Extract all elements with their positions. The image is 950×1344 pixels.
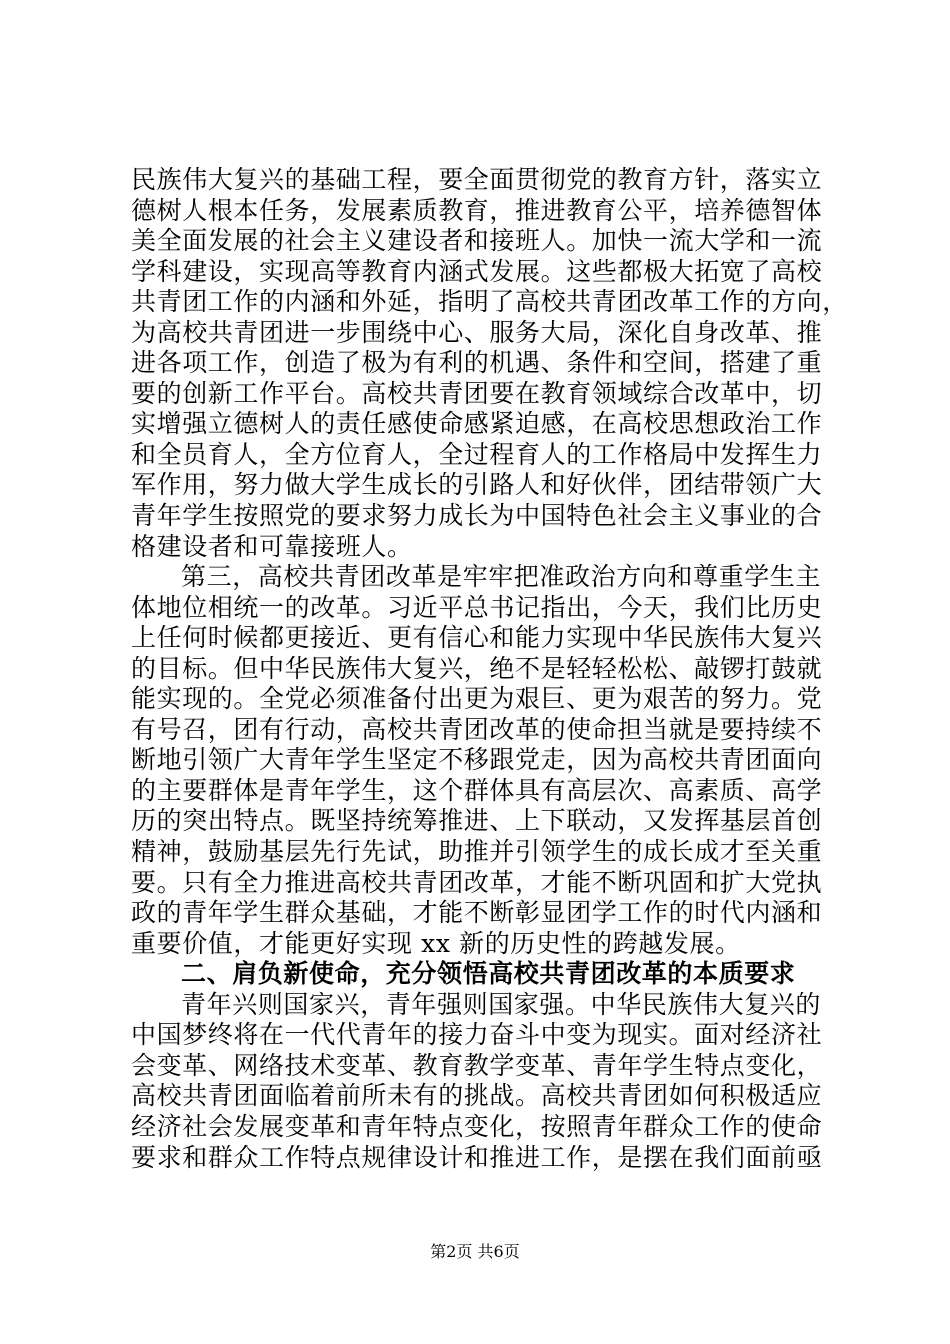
- text-line: 共青团工作的内涵和外延，指明了高校共青团改革工作的方向，: [131, 287, 848, 317]
- text-line: 断地引领广大青年学生坚定不移跟党走，因为高校共青团面向: [131, 745, 823, 775]
- text-line: 的目标。但中华民族伟大复兴，绝不是轻轻松松、敲锣打鼓就: [131, 653, 823, 683]
- text-line: 政的青年学生群众基础，才能不断彰显团学工作的时代内涵和: [131, 898, 823, 928]
- paragraph-start-line: 青年兴则国家兴，青年强则国家强。中华民族伟大复兴的: [181, 989, 822, 1019]
- paragraph-start-line: 第三，高校共青团改革是牢牢把准政治方向和尊重学生主: [181, 562, 822, 592]
- text-line: 青年学生按照党的要求努力成长为中国特色社会主义事业的合: [131, 501, 823, 531]
- text-line: 为高校共青团进一步围绕中心、服务大局，深化自身改革、推: [131, 317, 823, 347]
- text-line: 德树人根本任务，发展素质教育，推进教育公平，培养德智体: [131, 195, 823, 225]
- text-line: 军作用，努力做大学生成长的引路人和好伙伴，团结带领广大: [131, 470, 823, 500]
- text-line: 和全员育人，全方位育人，全过程育人的工作格局中发挥生力: [131, 439, 823, 469]
- text-line: 历的突出特点。既坚持统筹推进、上下联动，又发挥基层首创: [131, 806, 823, 836]
- text-line: 进各项工作，创造了极为有利的机遇、条件和空间，搭建了重: [131, 348, 823, 378]
- text-line: 民族伟大复兴的基础工程，要全面贯彻党的教育方针，落实立: [131, 165, 823, 194]
- text-line: 重要价值，才能更好实现 xx 新的历史性的跨越发展。: [131, 928, 741, 958]
- text-line: 要求和群众工作特点规律设计和推进工作，是摆在我们面前亟: [131, 1142, 823, 1172]
- text-line: 体地位相统一的改革。习近平总书记指出，今天，我们比历史: [131, 592, 823, 622]
- body-text: [131, 165, 848, 1173]
- page-number-footer: 第2页 共6页: [430, 1242, 520, 1261]
- text-line: 的主要群体是青年学生，这个群体具有高层次、高素质、高学: [131, 775, 823, 805]
- text-line: 有号召，团有行动，高校共青团改革的使命担当就是要持续不: [131, 714, 823, 744]
- text-line: 美全面发展的社会主义建设者和接班人。加快一流大学和一流: [131, 226, 823, 256]
- text-line: 会变革、网络技术变革、教育教学变革、青年学生特点变化，: [131, 1050, 823, 1080]
- text-line: 高校共青团面临着前所未有的挑战。高校共青团如何积极适应: [131, 1081, 823, 1111]
- text-line: 能实现的。全党必须准备付出更为艰巨、更为艰苦的努力。党: [131, 684, 823, 714]
- section-heading: 二、肩负新使命，充分领悟高校共青团改革的本质要求: [181, 959, 796, 989]
- text-line: 学科建设，实现高等教育内涵式发展。这些都极大拓宽了高校: [131, 256, 823, 286]
- text-line: 上任何时候都更接近、更有信心和能力实现中华民族伟大复兴: [131, 623, 823, 653]
- text-line: 中国梦终将在一代代青年的接力奋斗中变为现实。面对经济社: [131, 1020, 823, 1050]
- text-line: 经济社会发展变革和青年特点变化，按照青年群众工作的使命: [131, 1111, 823, 1141]
- text-line: 要。只有全力推进高校共青团改革，才能不断巩固和扩大党执: [131, 867, 823, 897]
- text-line: 要的创新工作平台。高校共青团要在教育领域综合改革中，切: [131, 378, 823, 408]
- text-line: 实增强立德树人的责任感使命感紧迫感，在高校思想政治工作: [131, 409, 823, 439]
- text-line: 精神，鼓励基层先行先试，助推并引领学生的成长成才至关重: [131, 837, 823, 867]
- text-line: 格建设者和可靠接班人。: [131, 531, 413, 561]
